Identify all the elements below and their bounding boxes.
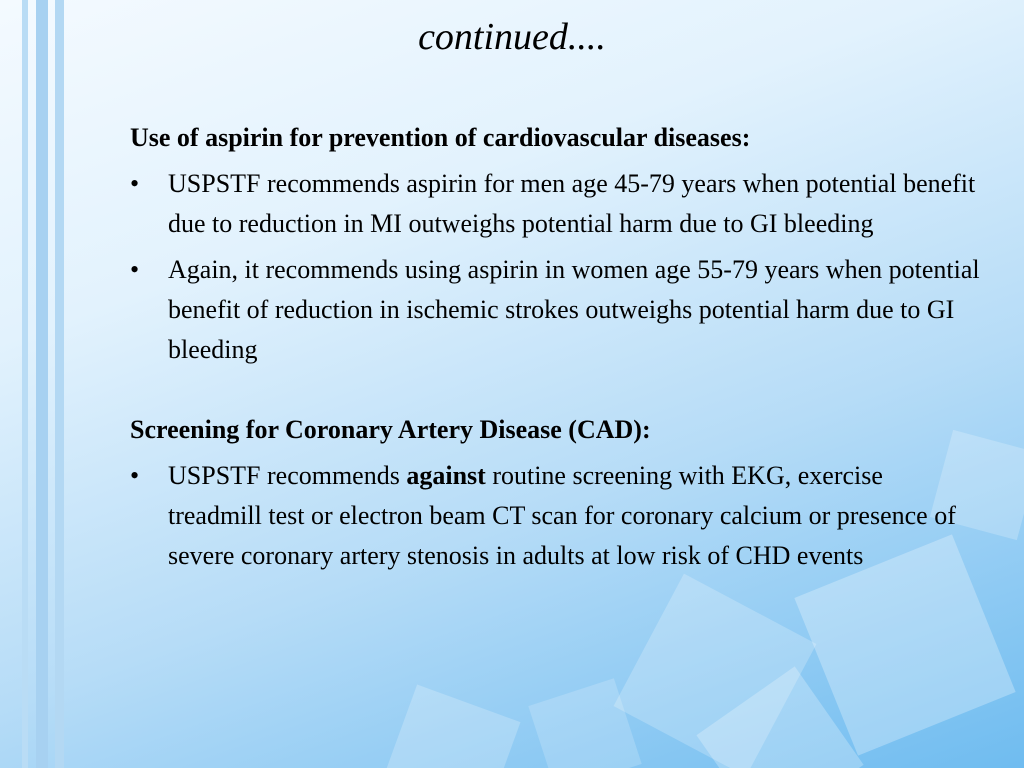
bullet-emphasis: against bbox=[406, 461, 486, 490]
bullet-marker: • bbox=[130, 255, 140, 284]
bullet-text: USPSTF recommends aspirin for men age 45-79 years when potential benefit due to reduction in MI outweighs potential harm due to GI bleeding bbox=[168, 169, 976, 238]
bullet-text-start: USPSTF recommends bbox=[168, 461, 407, 490]
bullet-item bbox=[130, 164, 980, 244]
section-heading-cad: Screening for Coronary Artery Disease (CAD): bbox=[130, 415, 651, 444]
decorative-stripe bbox=[36, 0, 48, 768]
slide-title: continued.... bbox=[418, 16, 606, 58]
bullet-marker: • bbox=[130, 461, 140, 490]
translucent-square bbox=[614, 574, 817, 768]
bullet-text bbox=[168, 461, 956, 570]
bullet-item bbox=[130, 250, 980, 370]
slide-content bbox=[130, 118, 980, 576]
decorative-stripe bbox=[55, 0, 64, 768]
bullet-text-end: routine screening with EKG, exercise treadmill test or electron beam CT scan for coronary calcium or presence of severe coronary artery stenosis in adults at low risk of CHD events bbox=[168, 461, 956, 570]
translucent-square bbox=[380, 685, 521, 768]
translucent-square bbox=[696, 666, 863, 768]
bullet-marker: • bbox=[130, 169, 140, 198]
translucent-square bbox=[528, 678, 641, 768]
section-heading-aspirin: Use of aspirin for prevention of cardiovascular diseases: bbox=[130, 123, 751, 152]
bullet-item bbox=[130, 456, 980, 576]
bullet-text: Again, it recommends using aspirin in women age 55-79 years when potential benefit of reduction in ischemic strokes outweighs potential harm due to GI bleeding bbox=[168, 255, 980, 364]
decorative-stripe bbox=[22, 0, 28, 768]
